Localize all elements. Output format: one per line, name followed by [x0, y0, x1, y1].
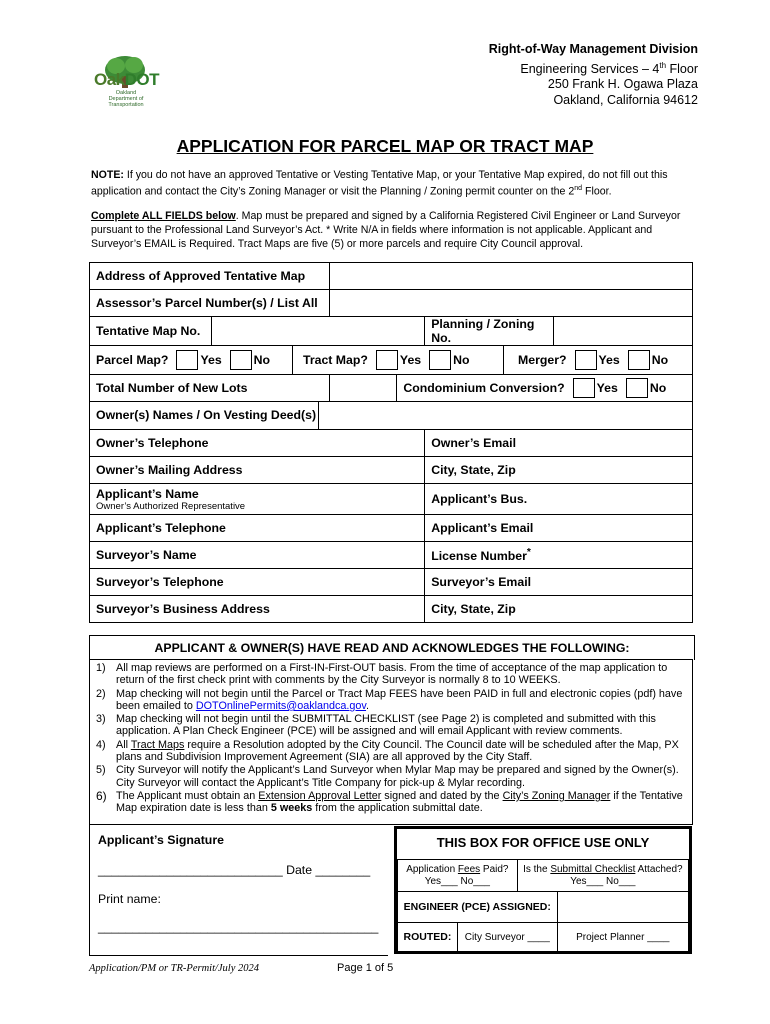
- page-title: APPLICATION FOR PARCEL MAP OR TRACT MAP: [176, 136, 594, 156]
- signature-section: [89, 825, 388, 956]
- tract-yes-label: Yes: [399, 353, 422, 367]
- license-cell: License Number*: [425, 542, 693, 569]
- label-owner-names: Owner(s) Names / On Vesting Deed(s): [90, 402, 319, 429]
- address-tentative-field[interactable]: [330, 263, 693, 290]
- label-applicant-bus: Applicant’s Bus.: [425, 484, 693, 515]
- label-license: License Number: [431, 549, 527, 564]
- parcel-yes-checkbox[interactable]: [176, 350, 198, 370]
- label-owner-email: Owner’s Email: [425, 430, 693, 457]
- label-surveyor-address: Surveyor’s Business Address: [90, 596, 425, 623]
- print-name-line[interactable]: _________________________________________: [98, 920, 379, 934]
- oakdot-logo: [88, 48, 162, 116]
- division-floor: Engineering Services – 4th Floor: [520, 60, 698, 76]
- merger-yes-label: Yes: [598, 353, 620, 367]
- tract-no-label: No: [453, 353, 470, 367]
- division-city: Oakland, California 94612: [553, 92, 698, 107]
- office-table: [397, 859, 689, 952]
- applicant-name-cell: [90, 484, 425, 515]
- label-surveyor-email: Surveyor’s Email: [425, 569, 693, 596]
- ack-item-3: 3) Map checking will not begin until the SUBMITTAL CHECKLIST (see Page 2) is completed and submitted with this application. A Plan Check Engineer (PCE) will be assigned and will email Applicant with review comments.: [96, 713, 656, 738]
- email-link[interactable]: DOTOnlinePermits@oaklandca.gov: [195, 699, 367, 712]
- ack-list: [89, 659, 693, 825]
- ack-heading: APPLICANT & OWNER(S) HAVE READ AND ACKNOWLEDGES THE FOLLOWING:: [89, 635, 695, 660]
- logo-subtitle: Oakland Department of Transportation: [108, 90, 144, 108]
- label-applicant-name-sub: Owner’s Authorized Representative: [96, 500, 246, 512]
- label-tract-map: Tract Map?: [303, 353, 368, 367]
- label-owner-address: Owner’s Mailing Address: [90, 457, 425, 484]
- label-applicant-signature: Applicant’s Signature: [98, 833, 224, 847]
- office-title: THIS BOX FOR OFFICE USE ONLY: [436, 835, 650, 850]
- merger-no-checkbox[interactable]: [628, 350, 650, 370]
- parcel-no-checkbox[interactable]: [230, 350, 252, 370]
- merger-yes-checkbox[interactable]: [575, 350, 597, 370]
- checklist-yes-no[interactable]: Yes___ No___: [570, 875, 636, 887]
- application-form-table: [89, 262, 693, 623]
- tract-yes-checkbox[interactable]: [376, 350, 398, 370]
- office-use-box: [394, 826, 692, 954]
- label-surveyor-city: City, State, Zip: [425, 596, 693, 623]
- label-merger: Merger?: [518, 353, 567, 367]
- parcel-no-label: No: [253, 353, 271, 367]
- label-condo: Condominium Conversion?: [396, 375, 564, 401]
- ack-item-1: 1) All map reviews are performed on a First-IN-First-OUT basis. From the time of acceptance of the map application to return of the first check print with comments by the City Surveyor is normally 8 to 10 WEEKS.: [96, 662, 668, 687]
- label-owner-city: City, State, Zip: [425, 457, 693, 484]
- engineer-assigned-field[interactable]: [557, 892, 688, 923]
- ack-item-2: 2) Map checking will not begin until the Parcel or Tract Map FEES have been PAID in full and electronic copies (pdf) have been emailed to DOTOnlinePermits@oaklandca.gov.: [96, 687, 683, 712]
- signature-date-line[interactable]: ___________________________ Date ________: [98, 863, 371, 877]
- routed-city-surveyor[interactable]: City Surveyor ____: [457, 923, 557, 952]
- page-number: Page 1 of 5: [337, 962, 394, 974]
- label-surveyor-phone: Surveyor’s Telephone: [90, 569, 425, 596]
- merger-no-label: No: [651, 353, 669, 367]
- condo-no-label: No: [649, 381, 667, 395]
- form-id: Application/PM or TR-Permit/July 2024: [89, 963, 260, 974]
- logo-word-a: Oak: [94, 70, 125, 89]
- label-parcel-map: Parcel Map?: [96, 353, 169, 367]
- ack-item-5: 5) City Surveyor will notify the Applicant’s Land Surveyor when Mylar Map may be prepared and signed by the Owner(s). City Surveyor will contact the Applicant’s Title Company for pick-up & Mylar recording.: [96, 764, 679, 789]
- division-name: Right-of-Way Management Division: [488, 42, 698, 56]
- label-applicant-name: Applicant’s Name: [96, 486, 199, 501]
- tentative-no-field[interactable]: [211, 317, 424, 346]
- routed-project-planner[interactable]: Project Planner ____: [557, 923, 688, 952]
- condo-yes-label: Yes: [596, 381, 618, 395]
- label-tentative-no: Tentative Map No.: [90, 317, 212, 346]
- label-apn: Assessor’s Parcel Number(s) / List All: [90, 290, 330, 317]
- parcel-yes-label: Yes: [200, 353, 222, 367]
- condo-yes-checkbox[interactable]: [573, 378, 595, 398]
- division-street: 250 Frank H. Ogawa Plaza: [547, 77, 698, 92]
- label-print-name: Print name:: [98, 892, 161, 906]
- map-type-row: [90, 346, 693, 375]
- planning-no-field[interactable]: [554, 317, 693, 346]
- label-surveyor-name: Surveyor’s Name: [90, 542, 425, 569]
- apn-field[interactable]: [330, 290, 693, 317]
- condo-cell: [330, 375, 693, 402]
- fees-paid-cell: Application Fees Paid? Yes___ No___: [398, 860, 518, 892]
- label-applicant-email: Applicant’s Email: [425, 515, 693, 542]
- label-applicant-phone: Applicant’s Telephone: [90, 515, 425, 542]
- tract-no-checkbox[interactable]: [429, 350, 451, 370]
- label-address-tentative: Address of Approved Tentative Map: [90, 263, 330, 290]
- condo-no-checkbox[interactable]: [626, 378, 648, 398]
- label-routed: ROUTED:: [398, 923, 458, 952]
- logo-word-b: DOT: [124, 70, 160, 89]
- ack-item-6: 6) The Applicant must obtain an Extension Approval Letter signed and dated by the City’s Zoning Manager if the Tentative Map expiration date is less than 5 weeks from the application submittal date.: [96, 788, 683, 815]
- division-address: [489, 42, 698, 108]
- ack-item-4: 4) All Tract Maps require a Resolution adopted by the City Council. The Council date will be scheduled after the Map, PX plans and Subdivision Improvement Agreement (SIA) are all approved by the City Staff.: [96, 738, 679, 764]
- label-planning-no: Planning / Zoning No.: [425, 317, 554, 346]
- instructions-paragraph: Complete ALL FIELDS below. Map must be prepared and signed by a California Registered Civil Engineer or Land Surveyor pursuant to the Professional Land Surveyor’s Act. * Write N/A in fields where information is not applicable. Applicant and Surveyor’s EMAIL is Required. Tract Maps are five (5) or more parcels and require City Council approval.: [91, 210, 681, 250]
- label-engineer-assigned: ENGINEER (PCE) ASSIGNED:: [398, 892, 558, 923]
- fees-paid-yes-no[interactable]: Yes___ No___: [424, 875, 490, 887]
- label-owner-phone: Owner’s Telephone: [90, 430, 425, 457]
- label-total-lots: Total Number of New Lots: [90, 375, 330, 402]
- note-paragraph: NOTE: If you do not have an approved Tentative or Vesting Tentative Map, or your Tentative Map expired, do not fill out this application and contact the City’s Zoning Manager or visit the Planning / Zoning permit counter on the 2nd Floor.: [91, 169, 668, 198]
- checklist-cell: Is the Submittal Checklist Attached? Yes___ No___: [517, 860, 688, 892]
